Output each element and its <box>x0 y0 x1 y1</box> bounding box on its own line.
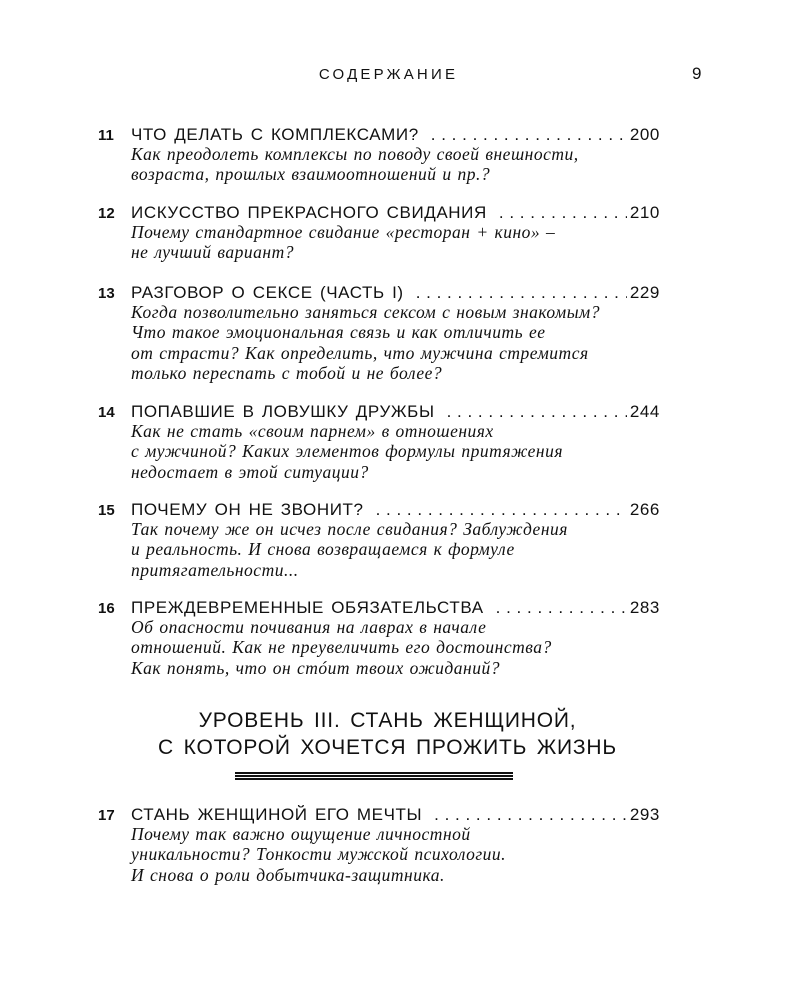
description-line: возраста, прошлых взаимоотношений и пр.? <box>131 164 491 185</box>
chapter-description <box>131 519 671 580</box>
description-line: Как понять, что он стóит твоих ожиданий? <box>131 657 500 678</box>
chapter-title: ПОЧЕМУ ОН НЕ ЗВОНИТ? <box>131 500 364 519</box>
chapter-title-row <box>131 499 660 521</box>
entry-heading-row <box>0 202 660 224</box>
page-reference: 293 <box>629 805 660 824</box>
dot-leader <box>434 804 627 826</box>
chapter-description <box>131 302 671 384</box>
description-line: недостает в этой ситуации? <box>131 461 369 482</box>
chapter-title-row <box>131 597 660 619</box>
chapter-title: ЧТО ДЕЛАТЬ С КОМПЛЕКСАМИ? <box>131 125 419 144</box>
chapter-number: 17 <box>98 807 115 824</box>
description-line: И снова о роли добытчика-защитника. <box>131 864 445 885</box>
description-line: притягательности... <box>131 559 299 580</box>
entry-heading-row <box>0 282 660 304</box>
dot-leader <box>416 282 627 304</box>
chapter-title-row <box>131 124 660 146</box>
page-reference: 244 <box>629 402 660 421</box>
description-line: Как не стать «своим парнем» в отношениях <box>131 421 494 441</box>
chapter-title: ПРЕЖДЕВРЕМЕННЫЕ ОБЯЗАТЕЛЬСТВА <box>131 598 484 617</box>
dot-leader <box>496 597 627 619</box>
description-line: и реальность. И снова возвращаемся к формуле <box>131 539 515 560</box>
description-line: Что такое эмоциональная связь и как отличить ее <box>131 322 546 343</box>
description-line: не лучший вариант? <box>131 242 294 263</box>
description-line: Когда позволительно заняться сексом с новым знакомым? <box>131 302 600 322</box>
chapter-number: 13 <box>98 285 115 302</box>
chapter-title: ИСКУССТВО ПРЕКРАСНОГО СВИДАНИЯ <box>131 203 487 222</box>
chapter-number: 12 <box>98 205 115 222</box>
chapter-number: 16 <box>98 600 115 617</box>
description-line: Так почему же он исчез после свидания? Заблуждения <box>131 519 568 539</box>
description-line: Почему так важно ощущение личностной <box>131 824 471 844</box>
entry-heading-row <box>0 401 660 423</box>
chapter-number: 15 <box>98 502 115 519</box>
chapter-title-row <box>131 282 660 304</box>
level-heading-line: С КОТОРОЙ ХОЧЕТСЯ ПРОЖИТЬ ЖИЗНЬ <box>158 736 617 759</box>
description-line: отношений. Как не преувеличить его достоинства? <box>131 637 552 658</box>
chapter-title: СТАНЬ ЖЕНЩИНОЙ ЕГО МЕЧТЫ <box>131 805 423 824</box>
chapter-description <box>131 421 671 482</box>
dot-leader <box>376 499 627 521</box>
chapter-title-row <box>131 804 660 826</box>
page-reference: 266 <box>629 500 660 519</box>
description-line: Почему стандартное свидание «ресторан + кино» – <box>131 222 556 242</box>
description-line: уникальности? Тонкости мужской психологии. <box>131 844 507 865</box>
dot-leader <box>431 124 627 146</box>
dot-leader <box>499 202 627 224</box>
level-heading-line: УРОВЕНЬ III. СТАНЬ ЖЕНЩИНОЙ, <box>198 709 577 732</box>
chapter-title: РАЗГОВОР О СЕКСЕ (ЧАСТЬ I) <box>131 283 404 302</box>
running-head: СОДЕРЖАНИЕ <box>318 66 459 83</box>
chapter-title-row <box>131 202 660 224</box>
chapter-number: 11 <box>98 127 114 144</box>
description-line: только переспать с тобой и не более? <box>131 363 443 384</box>
entry-heading-row <box>0 804 660 826</box>
chapter-number: 14 <box>98 404 115 421</box>
page-reference: 200 <box>629 125 660 144</box>
chapter-title-row <box>131 401 660 423</box>
chapter-description <box>131 617 671 678</box>
description-line: Об опасности почивания на лаврах в начале <box>131 617 487 637</box>
entry-heading-row <box>0 499 660 521</box>
level-heading <box>100 707 675 761</box>
page-reference: 283 <box>629 598 660 617</box>
page-reference: 229 <box>629 283 660 302</box>
entry-heading-row <box>0 597 660 619</box>
chapter-description <box>131 824 671 885</box>
chapter-title: ПОПАВШИЕ В ЛОВУШКУ ДРУЖБЫ <box>131 402 435 421</box>
description-line: Как преодолеть комплексы по поводу своей внешности, <box>131 144 579 164</box>
page-number: 9 <box>692 64 702 83</box>
description-line: от страсти? Как определить, что мужчина стремится <box>131 342 589 363</box>
description-line: с мужчиной? Каких элементов формулы притяжения <box>131 441 563 462</box>
entry-heading-row <box>0 124 660 146</box>
dot-leader <box>447 401 627 423</box>
chapter-description <box>131 222 671 263</box>
chapter-description <box>131 144 671 185</box>
triple-rule-ornament <box>235 772 513 780</box>
page-reference: 210 <box>629 203 660 222</box>
